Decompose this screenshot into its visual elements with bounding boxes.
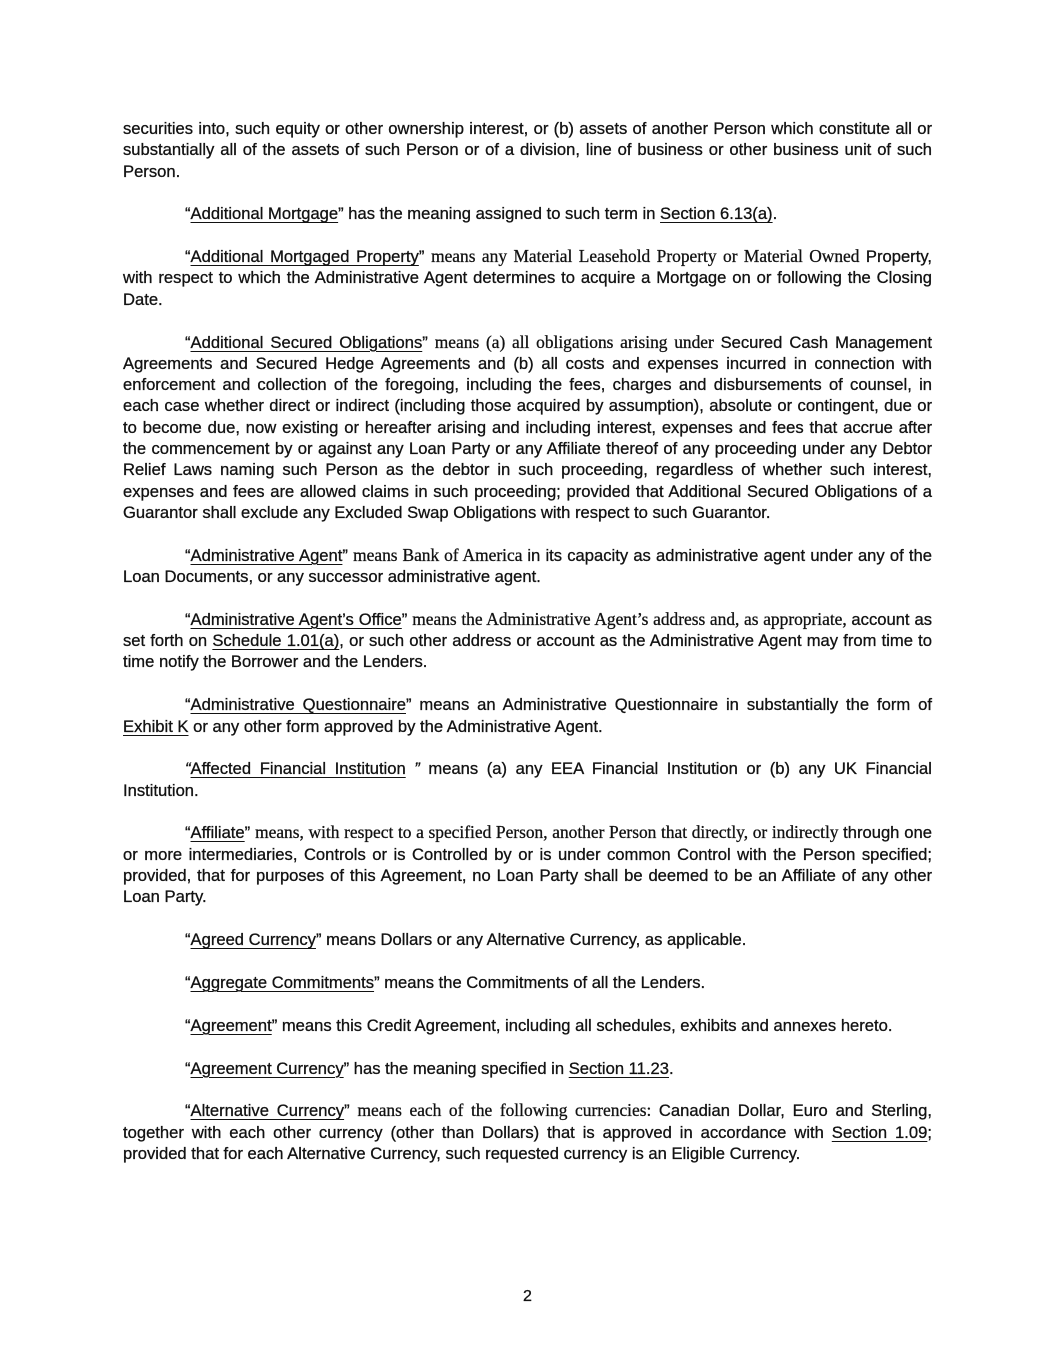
section-reference: Section 1.09 bbox=[831, 1122, 928, 1142]
defined-term: Administrative Questionnaire bbox=[190, 695, 406, 715]
text-run: or any other form approved by the Administrative Agent. bbox=[188, 716, 603, 736]
paragraph bbox=[123, 1100, 932, 1164]
text-run: Property, with respect to which the Administrative Agent determines to acquire a Mortgage on or following the Closing Date. bbox=[123, 247, 932, 309]
text-run: “ bbox=[185, 1101, 191, 1121]
defined-term: Administrative Agent’s Office bbox=[190, 609, 402, 629]
text-run: ; provided that for each Alternative Currency, such requested currency is an Eligible Currency. bbox=[123, 1122, 932, 1163]
quote-mark: ” bbox=[414, 759, 420, 779]
text-run: ” means Dollars or any Alternative Currency, as applicable. bbox=[315, 930, 747, 950]
text-run: “ bbox=[185, 247, 191, 267]
defined-term: Aggregate Commitments bbox=[190, 972, 375, 992]
defined-term: Agreed Currency bbox=[190, 930, 316, 950]
defined-term: Affiliate bbox=[190, 823, 245, 843]
text-run bbox=[406, 759, 415, 778]
text-run: account as set forth on bbox=[123, 609, 932, 651]
defined-term: Additional Secured Obligations bbox=[190, 332, 423, 352]
document-body bbox=[123, 118, 932, 1164]
text-run: means, with respect to a specified Person, another Person that directly, or indirectly bbox=[255, 822, 844, 843]
text-run: “ bbox=[185, 332, 191, 352]
text-run: means each of the following currencies: bbox=[357, 1100, 659, 1121]
text-run: Secured Cash Management Agreements and Secured Hedge Agreements and (b) all costs and expenses incurred in connection with enforcement and collection of the foregoing, including the fees, charges and disbursements of counsel, in each case whether direct or indirect (including those acquired by assumption), absolute or contingent, due or to become due, now existing or hereafter arising and including interest, expenses and fees that accrue after the commencement by or against any Loan Party or any Affiliate thereof of any proceeding under any Debtor Relief Laws naming such Person as the debtor in such proceeding, regardless of whether such interest, expenses and fees are allowed claims in such proceeding; provided that Additional Secured Obligations of a Guarantor shall exclude any Excluded Swap Obligations with respect to such Guarantor. bbox=[123, 332, 932, 522]
text-run: “ bbox=[185, 1015, 191, 1035]
text-run: “ bbox=[185, 972, 191, 992]
paragraph bbox=[123, 246, 932, 310]
text-run: ” has the meaning assigned to such term in bbox=[338, 204, 661, 224]
text-run: in its capacity as administrative agent under any of the Loan Documents, or any successor administrative agent. bbox=[123, 545, 932, 587]
defined-term: Alternative Currency bbox=[190, 1101, 345, 1121]
paragraph bbox=[123, 1015, 932, 1036]
text-run: means any Material Leasehold Property or Material Owned bbox=[431, 246, 866, 267]
text-run: ” bbox=[342, 545, 354, 565]
text-run: “ bbox=[185, 823, 191, 843]
text-run: ” bbox=[244, 823, 256, 843]
text-run: ” bbox=[422, 332, 435, 352]
paragraph bbox=[123, 609, 932, 673]
text-run: ” means this Credit Agreement, including all schedules, exhibits and annexes hereto. bbox=[271, 1015, 893, 1035]
text-run: ” means the Commitments of all the Lenders. bbox=[374, 972, 706, 992]
paragraph bbox=[123, 694, 932, 737]
text-run: means the Administrative Agent’s address and, as appropriate, bbox=[412, 608, 852, 629]
text-run: means (a) all obligations arising under bbox=[434, 331, 721, 352]
text-run: means (a) any EEA Financial Institution or (b) any UK Financial Institution. bbox=[123, 759, 932, 800]
text-run: “ bbox=[185, 609, 191, 629]
paragraph bbox=[123, 545, 932, 588]
text-run: ” bbox=[418, 247, 432, 267]
text-run: . bbox=[772, 204, 778, 224]
text-run: ” bbox=[401, 609, 413, 629]
paragraph bbox=[123, 758, 932, 801]
paragraph bbox=[123, 822, 932, 907]
text-run: “ bbox=[185, 1058, 191, 1078]
defined-term: Additional Mortgage bbox=[190, 204, 339, 224]
page-number: 2 bbox=[523, 1287, 532, 1305]
paragraph bbox=[123, 118, 932, 182]
text-run: “ bbox=[185, 695, 191, 715]
section-reference: Section 6.13(a) bbox=[660, 204, 773, 224]
paragraph bbox=[123, 929, 932, 950]
section-reference: Exhibit K bbox=[123, 716, 189, 736]
text-run: Canadian Dollar, Euro and Sterling, together with each other currency (other than Dollars) that is approved in accordance with bbox=[123, 1101, 932, 1142]
text-run: securities into, such equity or other ownership interest, or (b) assets of another Person which constitute all or substantially all of the assets of such Person or of a division, line of business or other business unit of such Person. bbox=[123, 119, 932, 181]
text-run: , or such other address or account as the Administrative Agent may from time to time notify the Borrower and the Lenders. bbox=[123, 631, 932, 672]
defined-term: Agreement bbox=[190, 1015, 272, 1035]
paragraph bbox=[123, 203, 932, 224]
defined-term: Agreement Currency bbox=[190, 1058, 344, 1078]
paragraph bbox=[123, 1058, 932, 1079]
paragraph bbox=[123, 972, 932, 993]
text-run: . bbox=[668, 1058, 674, 1078]
text-run: “ bbox=[185, 545, 191, 565]
section-reference: Section 11.23 bbox=[568, 1058, 669, 1078]
text-run: through one or more intermediaries, Controls or is Controlled by or is under common Control with the Person specified; provided, that for purposes of this Agreement, no Loan Party shall be deemed to be an Affiliate of any other Loan Party. bbox=[123, 823, 932, 907]
text-run: “ bbox=[185, 204, 191, 224]
quote-mark: “ bbox=[185, 759, 191, 779]
defined-term: Administrative Agent bbox=[190, 545, 343, 565]
text-run: ” has the meaning specified in bbox=[343, 1058, 569, 1078]
defined-term: Additional Mortgaged Property bbox=[190, 247, 419, 267]
text-run: “ bbox=[185, 930, 191, 950]
section-reference: Schedule 1.01(a) bbox=[212, 631, 340, 651]
defined-term: Affected Financial Institution bbox=[190, 759, 406, 779]
paragraph bbox=[123, 332, 932, 524]
text-run: ” bbox=[344, 1101, 358, 1121]
text-run: ” means an Administrative Questionnaire in substantially the form of bbox=[405, 695, 932, 715]
text-run: means Bank of America bbox=[353, 544, 528, 565]
